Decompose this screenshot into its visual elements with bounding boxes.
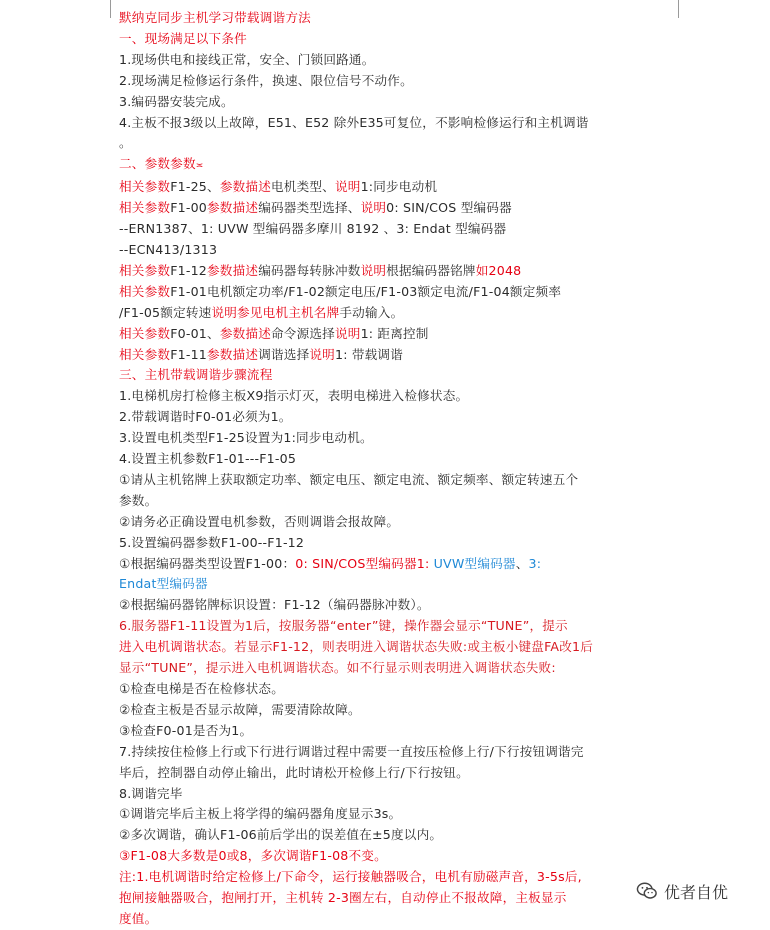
kw-desc: 参数描述 bbox=[219, 325, 271, 341]
step-1: 1.电梯机房打检修主板X9指示灯灭，表明电梯进入检修状态。 bbox=[119, 388, 469, 404]
kw-param: 相关参数 bbox=[119, 200, 171, 216]
encoder-type-endat: Endat型编码器 bbox=[119, 576, 208, 592]
step-2: 2.带载调谐时F0-01必须为1。 bbox=[119, 409, 292, 425]
kw-note: 说明 bbox=[360, 262, 387, 278]
step-8-sub-1: ①调谐完毕后主板上将学得的编码器角度显示3s。 bbox=[119, 806, 402, 822]
section2-heading-line bbox=[119, 154, 679, 177]
note-line-1: 注:1.电机调谐时给定检修上/下命令，运行接触器吸合，电机有励磁声音，3-5s后, bbox=[119, 869, 582, 885]
param-code: F0-01、 bbox=[170, 325, 220, 341]
step-8: 8.调谐完毕 bbox=[119, 785, 183, 801]
step-6-cont-1 bbox=[119, 637, 679, 658]
section2-heading: 二、参数参数 bbox=[119, 156, 196, 172]
param-note: 0: SIN/COS 型编码器 bbox=[386, 200, 512, 216]
step-5-sub-2: ②根据编码器铭牌标识设置：F1-12（编码器脉冲数）。 bbox=[119, 597, 430, 613]
kw-note: 说明 bbox=[334, 325, 361, 341]
step-4: 4.设置主机参数F1-01---F1-05 bbox=[119, 451, 297, 467]
kw-param: 相关参数 bbox=[119, 283, 171, 299]
param-line-4 bbox=[119, 282, 679, 303]
param-note: 1: 距离控制 bbox=[360, 325, 429, 341]
kw-param: 相关参数 bbox=[119, 346, 171, 362]
param-line-4-cont bbox=[119, 303, 679, 324]
step-3: 3.设置电机类型F1-25设置为1:同步电动机。 bbox=[119, 430, 373, 446]
step-5-sub-1 bbox=[119, 554, 679, 575]
param-list-cont: /F1-05额定转速 bbox=[119, 304, 212, 320]
step-6: 6.服务器F1-11设置为1后，按服务器“enter”键，操作器会显示“TUNE”，提示 bbox=[119, 618, 568, 634]
param-line-6 bbox=[119, 345, 679, 366]
section3-heading: 三、主机带载调谐步骤流程 bbox=[119, 367, 273, 383]
s1-item-4: 4.主板不报3级以上故障，E51、E52 除外E35可复位，不影响检修运行和主机调谐 bbox=[119, 114, 589, 130]
kw-param: 相关参数 bbox=[119, 325, 171, 341]
kw-note: 说明 bbox=[309, 346, 335, 362]
step-6-cont-2: 显示“TUNE”，提示进入电机调谐状态。如不行显示则表明进入调谐状态失败: bbox=[119, 660, 556, 676]
param-desc: 编码器类型选择、 bbox=[258, 200, 361, 216]
param-line-3 bbox=[119, 261, 679, 282]
param-note: 1:同步电动机 bbox=[360, 179, 438, 195]
param-note-example: 如2048 bbox=[475, 262, 522, 278]
note-line-2: 抱闸接触器吸合，抱闸打开，主机转 2-3圈左右，自动停止不报故障，主板显示 bbox=[119, 890, 567, 906]
param-note-ref: 说明参见电机主机名牌 bbox=[211, 304, 340, 320]
document-body bbox=[119, 8, 679, 930]
encoder-type-uvw: UVW型编码器 bbox=[433, 555, 516, 571]
param-note-manual: 手动输入。 bbox=[339, 304, 404, 320]
param-list: F1-01电机额定功率/F1-02额定电压/F1-03额定电流/F1-04额定频率 bbox=[170, 283, 562, 299]
s1-item-4-cont: 。 bbox=[119, 135, 132, 151]
kw-param: 相关参数 bbox=[119, 179, 171, 195]
param-note: 1: 带载调谐 bbox=[334, 346, 404, 362]
kw-param: 相关参数 bbox=[119, 262, 171, 278]
step-8-sub-2: ②多次调谐，确认F1-06前后学出的误差值在±5度以内。 bbox=[119, 827, 443, 843]
watermark-text: 优者自优 bbox=[664, 882, 729, 902]
param-desc: 电机类型、 bbox=[271, 179, 335, 195]
encoder-type-sincos: 0: SIN/COS型编码器1: bbox=[295, 555, 434, 571]
param-desc: 调谐选择 bbox=[258, 346, 310, 362]
check-1: ①检查电梯是否在检修状态。 bbox=[119, 681, 285, 696]
step-5-sub-1-text: ①根据编码器类型设置F1-00： bbox=[119, 555, 296, 571]
check-2: ②检查主板是否显示故障，需要清除故障。 bbox=[119, 701, 361, 717]
step-6-failure: 。若显示F1-12，则表明进入调谐状态失败:或主板小键盘FA改1后 bbox=[221, 639, 593, 655]
step-5: 5.设置编码器参数F1-00--F1-12 bbox=[119, 534, 305, 550]
kw-desc: 参数描述 bbox=[207, 200, 259, 216]
step-4-sub-2: ②请务必正确设置电机参数，否则调谐会报故障。 bbox=[119, 513, 400, 529]
step-4-sub-1-cont: 参数。 bbox=[119, 492, 158, 508]
param-line-2-cont2: --ECN413/1313 bbox=[119, 241, 218, 257]
param-code: F1-00 bbox=[170, 200, 208, 216]
step-4-sub-1: ①请从主机铭牌上获取额定功率、额定电压、额定电流、额定频率、额定转速五个 bbox=[119, 471, 579, 487]
kw-desc: 参数描述 bbox=[219, 179, 271, 195]
param-line-2 bbox=[119, 198, 679, 219]
page-edge-left bbox=[110, 0, 111, 18]
kw-note: 说明 bbox=[360, 200, 387, 216]
encoder-type-endat-code: 3: bbox=[528, 555, 542, 571]
watermark bbox=[636, 876, 766, 906]
kw-desc: 参数描述 bbox=[207, 346, 259, 362]
step-8-sub-3: ③F1-08大多数是0或8，多次调谐F1-08不变。 bbox=[119, 848, 387, 864]
separator: 、 bbox=[515, 555, 529, 571]
heading-mark: ≍ bbox=[195, 161, 204, 172]
check-3: ③检查F0-01是否为1。 bbox=[119, 722, 253, 738]
param-code: F1-11 bbox=[170, 346, 208, 362]
note-line-3: 度值。 bbox=[119, 910, 158, 926]
document-title: 默纳克同步主机学习带载调谐方法 bbox=[119, 10, 311, 25]
step-6-highlight: 进入电机调谐状态 bbox=[119, 639, 222, 655]
step-7-cont: 毕后，控制器自动停止输出，此时请松开检修上行/下行按钮。 bbox=[119, 764, 469, 780]
s1-item-3: 3.编码器安装完成。 bbox=[119, 93, 234, 109]
param-line-1 bbox=[119, 177, 679, 198]
wechat-icon bbox=[636, 881, 658, 901]
s1-item-2: 2.现场满足检修运行条件，换速、限位信号不动作。 bbox=[119, 72, 413, 88]
section1-heading: 一、现场满足以下条件 bbox=[119, 30, 247, 46]
param-desc: 编码器每转脉冲数 bbox=[258, 262, 361, 278]
kw-desc: 参数描述 bbox=[207, 262, 259, 278]
param-code: F1-12 bbox=[170, 262, 208, 278]
param-line-2-cont1: --ERN1387、1: UVW 型编码器多摩川 8192 、3: Endat 型编码器 bbox=[119, 221, 507, 237]
param-code: F1-25、 bbox=[170, 179, 220, 195]
step-7: 7.持续按住检修上行或下行进行调谐过程中需要一直按压检修上行/下行按钮调谐完 bbox=[119, 743, 584, 759]
param-desc: 命令源选择 bbox=[271, 325, 335, 341]
kw-note: 说明 bbox=[334, 179, 361, 195]
param-line-5 bbox=[119, 324, 679, 345]
s1-item-1: 1.现场供电和接线正常，安全、门锁回路通。 bbox=[119, 51, 375, 67]
param-note: 根据编码器铭牌 bbox=[386, 262, 476, 278]
